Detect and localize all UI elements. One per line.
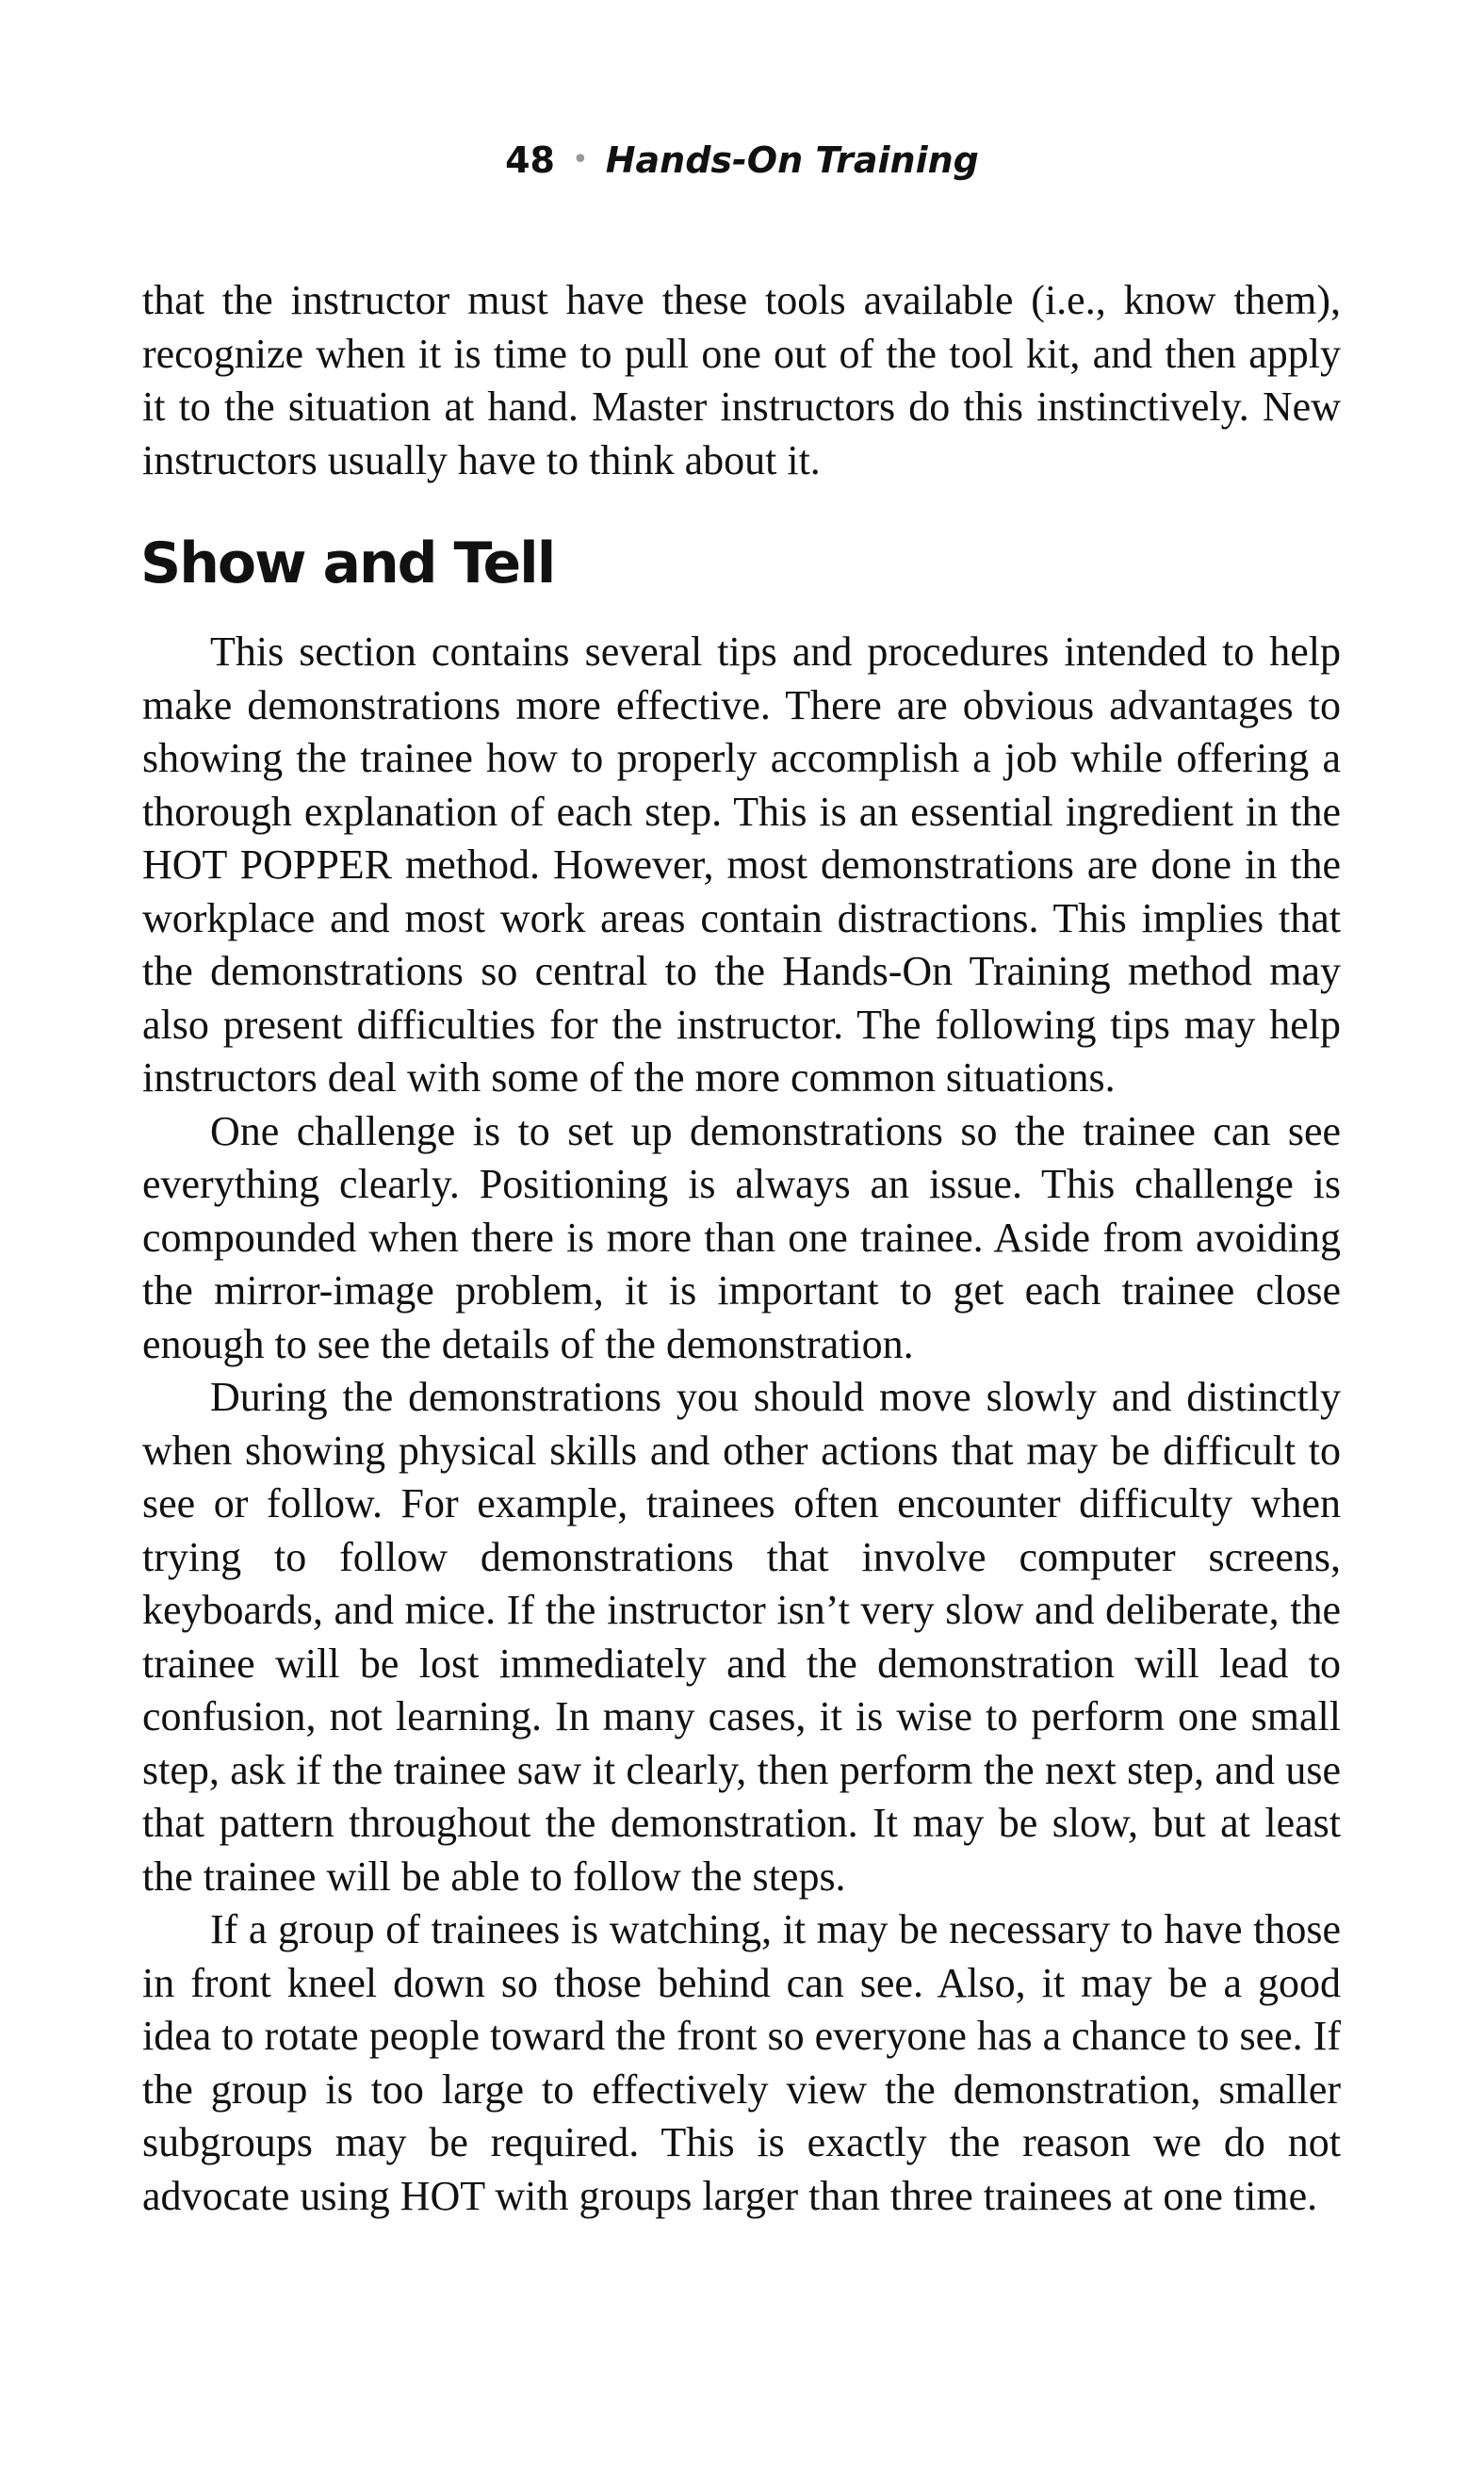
section-paragraph: If a group of trainees is watching, it may be necessary to have those in front kneel down so those behind can see. Also, it may be a good idea to rotate people toward the front so everyone has a chance to see. If the group is too large to effectively view the demonstration, smaller subgroups may be required. This is exactly the reason we do not advocate using HOT with groups larger than three trainees at one time. bbox=[142, 1906, 1341, 2219]
section-body bbox=[142, 626, 1341, 2223]
running-header bbox=[0, 132, 1484, 188]
section-paragraph: During the demonstrations you should move slowly and distinctly when showing physical skills and other actions that may be difficult to see or follow. For example, trainees often encounter difficulty when trying to follow demonstrations that involve computer screens, keyboards, and mice. If the instructor isn’t very slow and deliberate, the trainee will be lost immediately and the demonstration will lead to confusion, not learning. In many cases, it is wise to perform one small step, ask if the trainee saw it clearly, then perform the next step, and use that pattern throughout the demonstration. It may be slow, but at least the trainee will be able to follow the steps. bbox=[142, 1374, 1341, 1900]
lead-paragraph: that the instructor must have these tools available (i.e., know them), recognize when it is time to pull one out of the tool kit, and then apply it to the situation at hand. Master instructors do this instinctively. New instructors usually have to think about it. bbox=[142, 277, 1341, 483]
section-paragraph: This section contains several tips and procedures intended to help make demonstrations more effective. There are obvious advantages to showing the trainee how to properly accomplish a job while offering a thorough explanation of each step. This is an essential ingredient in the HOT POPPER method. However, most demonstrations are done in the workplace and most work areas contain distractions. This implies that the demonstrations so central to the Hands-On Training method may also present difficulties for the instructor. The following tips may help instructors deal with some of the more common situations. bbox=[142, 628, 1341, 1101]
running-title: Hands-On Training bbox=[605, 139, 979, 181]
section-heading: Show and Tell bbox=[140, 531, 555, 596]
header-separator-bullet: • bbox=[572, 143, 589, 176]
page-number: 48 bbox=[505, 139, 555, 181]
lead-paragraph-block bbox=[142, 274, 1341, 487]
section-paragraph: One challenge is to set up demonstrations so the trainee can see everything clearly. Positioning is always an issue. This challenge is compounded when there is more than one trainee. Aside from avoiding the mirror-image problem, it is important to get each trainee close enough to see the details of the demonstration. bbox=[142, 1107, 1341, 1367]
